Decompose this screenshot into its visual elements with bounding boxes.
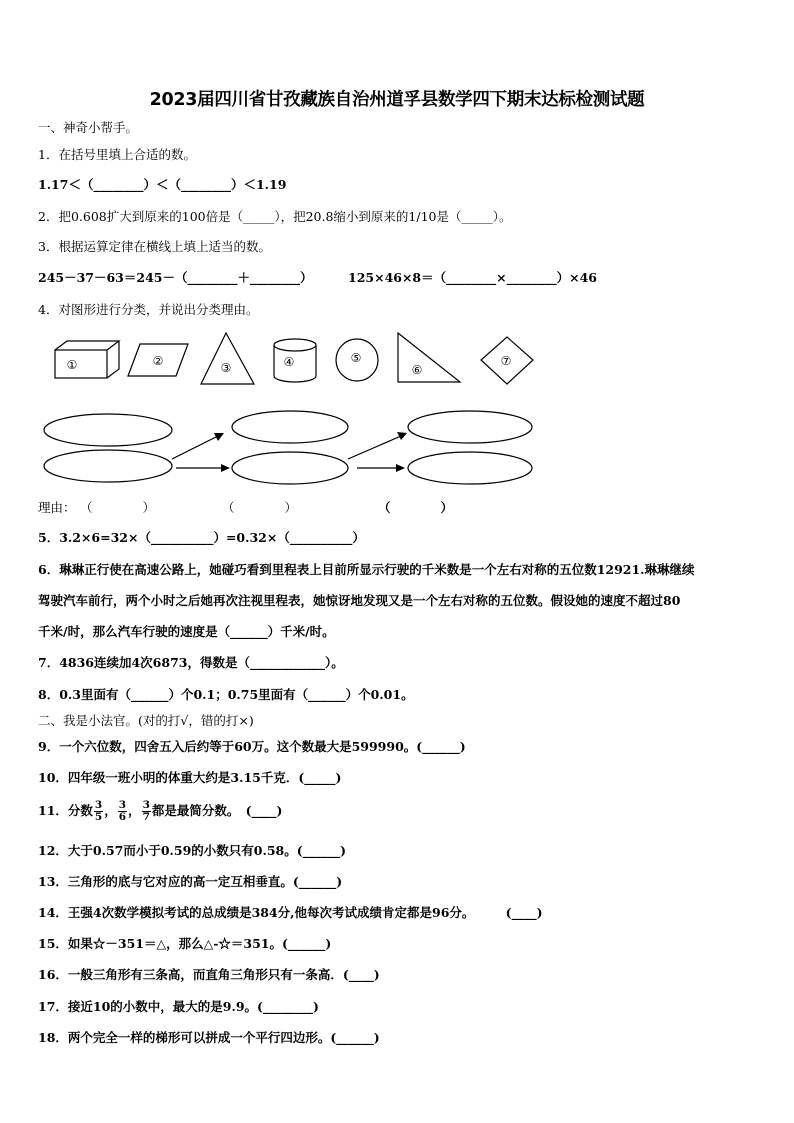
shape-label-6: ⑥ — [411, 363, 423, 377]
arrow-2-up — [348, 436, 401, 459]
group-ellipse-1b — [44, 450, 172, 482]
question-3: 3．根据运算定律在横线上填上适当的数。 — [38, 239, 271, 254]
fraction-3-7: $\frac{3}{7}$ — [142, 799, 150, 823]
reason-label: 理由： — [38, 500, 76, 515]
question-9: 9．一个六位数，四舍五入后约等于60万。这个数最大是599990。(______) — [38, 739, 466, 754]
fraction-3-6: $\frac{3}{6}$ — [118, 799, 127, 823]
question-1: 1．在括号里填上合适的数。 — [38, 147, 196, 162]
question-11: 11．分数 $\frac{3}{5}$ ， $\frac{3}{6}$ ， $\frac{3}{7}$ 都是最简分数。 (____) — [38, 799, 283, 823]
question-6-line-1: 6．琳琳正行使在高速公路上，她碰巧看到里程表上目前所显示行驶的千米数是一个左右对称的五位数12921.琳琳继续 — [38, 562, 695, 577]
question-6-line-2: 驾驶汽车前行，两个小时之后她再次注视里程表，她惊讶地发现又是一个左右对称的五位数。假设她的速度不超过80 — [38, 593, 681, 608]
group-ellipse-2b — [232, 452, 348, 484]
group-ellipse-1a — [44, 414, 172, 446]
right-triangle-shape — [398, 333, 460, 382]
page-title: 2023届四川省甘孜藏族自治州道孚县数学四下期末达标检测试题 — [149, 90, 645, 110]
question-4: 4．对图形进行分类，并说出分类理由。 — [38, 302, 259, 317]
question-17: 17．接近10的小数中，最大的是9.9。(________) — [38, 999, 319, 1014]
reason-blank-3: （ ） — [378, 500, 454, 515]
shape-label-5: ⑤ — [350, 351, 362, 365]
group-ellipse-3a — [408, 411, 532, 443]
shape-label-1: ① — [66, 358, 78, 372]
question-18: 18．两个完全一样的梯形可以拼成一个平行四边形。(______) — [38, 1030, 380, 1045]
reason-blank-2: （ ） — [222, 500, 298, 515]
question-1-expression: 1.17＜（________）＜（________）＜1.19 — [38, 177, 287, 192]
arrow-1-up — [172, 436, 218, 459]
triangle-shape — [201, 333, 254, 384]
shape-label-7: ⑦ — [500, 354, 512, 368]
question-11-suffix: 都是最简分数。 (____) — [151, 803, 283, 818]
question-3-expression-b: 125×46×8＝（________×________）×46 — [348, 270, 597, 285]
question-5: 5．3.2×6=32×（__________）=0.32×（__________） — [38, 530, 365, 545]
question-14: 14．王强4次数学模拟考试的总成绩是384分,他每次考试成绩肯定都是96分。 (____) — [38, 905, 543, 920]
shape-label-4: ④ — [283, 355, 295, 369]
section-1-heading: 一、神奇小帮手。 — [38, 120, 139, 135]
fraction-3-5: $\frac{3}{5}$ — [94, 799, 103, 823]
question-12: 12．大于0.57而小于0.59的小数只有0.58。(______) — [38, 843, 347, 858]
question-7: 7．4836连续加4次6873，得数是（____________）。 — [38, 655, 344, 670]
question-15: 15．如果☆－351＝△，那么△-☆＝351。(______) — [38, 936, 332, 951]
group-ellipse-3b — [408, 452, 532, 484]
question-3-expression-a: 245－37－63＝245－（________＋________） — [38, 270, 313, 285]
shape-label-3: ③ — [220, 361, 232, 375]
shape-label-2: ② — [152, 354, 164, 368]
reason-blank-1: （ ） — [80, 500, 156, 515]
question-11-prefix: 11．分数 — [38, 803, 93, 818]
question-8: 8．0.3里面有（______）个0.1；0.75里面有（______）个0.01。 — [38, 687, 414, 702]
section-2-heading: 二、我是小法官。(对的打√，错的打×) — [38, 713, 254, 728]
question-6-line-3: 千米/时，那么汽车行驶的速度是（______）千米/时。 — [38, 624, 335, 639]
question-16: 16．一般三角形有三条高，而直角三角形只有一条高．(____) — [38, 967, 380, 982]
question-13: 13．三角形的底与它对应的高一定互相垂直。(______) — [38, 874, 343, 889]
cuboid-shape — [55, 341, 119, 378]
question-10: 10．四年级一班小明的体重大约是3.15千克．(_____) — [38, 770, 342, 785]
group-ellipse-2a — [232, 411, 348, 443]
cylinder-shape — [274, 339, 316, 382]
question-2: 2．把0.608扩大到原来的100倍是（_____），把20.8缩小到原来的1/10是（_____）。 — [38, 209, 512, 224]
